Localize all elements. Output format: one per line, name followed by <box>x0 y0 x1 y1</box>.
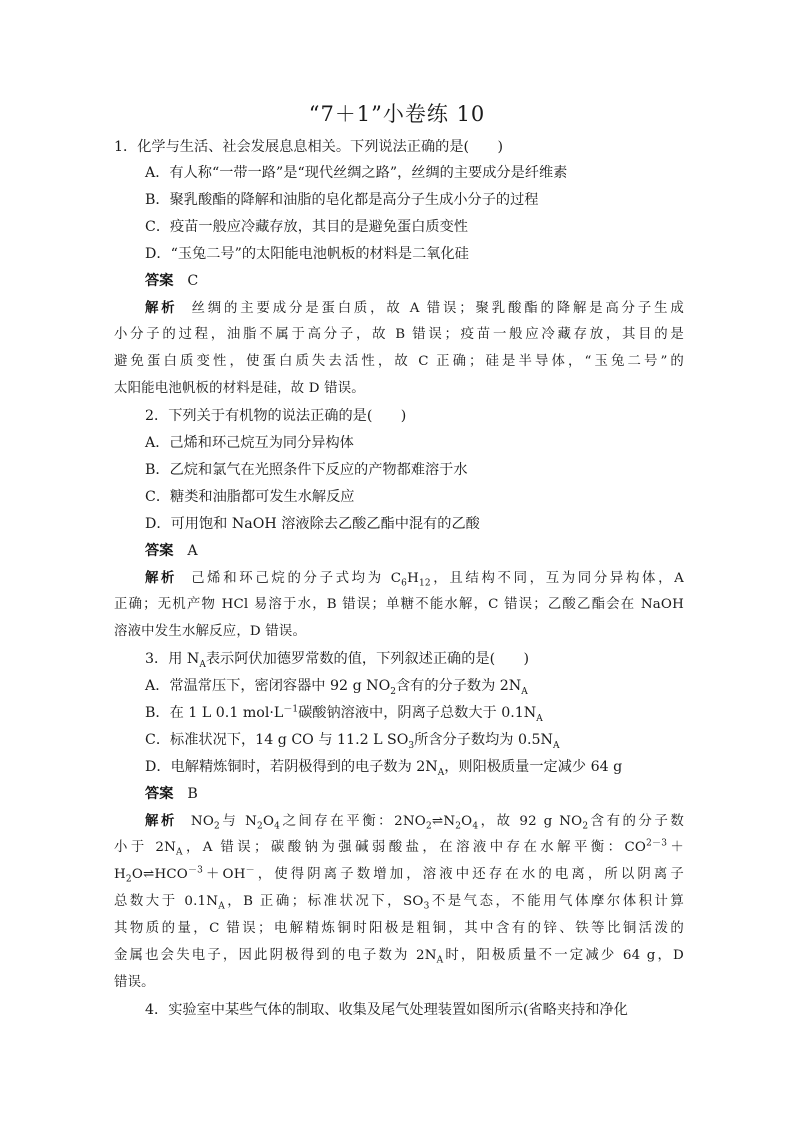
q2-explanation-line: 解析 己烯和环己烷的分子式均为 $C_6H_{12}$，且结构不同，互为同分异构体，A <box>145 570 684 589</box>
q3-explanation-line: 解析 $NO_2$与 $N_2O_4$之间存在平衡：$2NO_2\rightleftharpoons N_2O_4$，故 92 g $NO_2$含有的分子数 <box>145 813 685 832</box>
q2-option-a: A．己烯和环己烷互为同分异构体 <box>145 435 354 451</box>
q3-explanation-line: $H_2O\rightleftharpoons HCO^{-3}+OH^-$，使得阴离子数增加，溶液中还存在水的电离，所以阴离子 <box>114 865 684 885</box>
q1-stem: 1．化学与生活、社会发展息息相关。下列说法正确的是( ) <box>114 139 503 155</box>
q4-stem: 4．实验室中某些气体的制取、收集及尾气处理装置如图所示(省略夹持和净化 <box>145 1002 628 1018</box>
q1-explanation-line: 避免蛋白质变性，使蛋白质失去活性，故 C 正确；硅是半导体，“玉兔二号”的 <box>114 354 684 369</box>
q3-explanation-line: 其物质的量，C 错误；电解精炼铜时阳极是粗铜，其中含有的锌、铁等比铜活泼的 <box>114 921 684 936</box>
q1-option-c: C．疫苗一般应冷藏存放，其目的是避免蛋白质变性 <box>145 219 468 235</box>
answer-value: C <box>187 273 199 289</box>
q1-option-b: B．聚乳酸酯的降解和油脂的皂化都是高分子生成小分子的过程 <box>145 192 539 208</box>
q2-option-d: D．可用饱和 NaOH 溶液除去乙酸乙酯中混有的乙酸 <box>145 516 480 532</box>
answer-label: 答案 <box>145 273 174 289</box>
answer-label: 答案 <box>145 786 174 802</box>
equilibrium-arrow-icon: ⇌ <box>431 814 444 829</box>
q1-explanation-line: 小分子的过程，油脂不属于高分子，故 B 错误；疫苗一般应冷藏存放，其目的是 <box>114 327 684 342</box>
q2-answer <box>145 542 715 560</box>
q2-option-b: B．乙烷和氯气在光照条件下反应的产物都难溶于水 <box>145 462 468 478</box>
equilibrium-arrow-icon: ⇌ <box>143 867 155 882</box>
q1-option-a: A．有人称“一带一路”是“现代丝绸之路”，丝绸的主要成分是纤维素 <box>145 165 568 181</box>
q3-option-b: B．在 1 L 0.1 $mol\cdot L^{-1}$碳酸钠溶液中，阴离子总数大于 $0.1N_A$ <box>145 704 543 724</box>
q1-explanation-line: 太阳能电池帆板的材料是硅，故 D 错误。 <box>114 381 365 396</box>
q3-option-a: A．常温常压下，密闭容器中 92 g $NO_2$含有的分子数为 $2N_A$ <box>145 678 528 697</box>
answer-value: B <box>187 786 198 802</box>
q3-option-d: D．电解精炼铜时，若阴极得到的电子数为 $2N_A$，则阳极质量一定减少 64 g <box>145 759 623 778</box>
q3-explanation-line: 小于 $2N_A$，A 错误；碳酸钠为强碱弱酸盐，在溶液中存在水解平衡：$CO^{2-3}+$ <box>114 838 684 858</box>
q2-stem: 2．下列关于有机物的说法正确的是( ) <box>145 408 407 424</box>
q1-explanation-line: 解析 丝绸的主要成分是蛋白质，故 A 错误；聚乳酸酯的降解是高分子生成 <box>145 300 684 316</box>
q3-explanation-line: 错误。 <box>114 975 155 990</box>
q2-option-c: C．糖类和油脂都可发生水解反应 <box>145 489 355 505</box>
q1-answer <box>145 272 715 290</box>
q3-explanation-line: 金属也会失电子，因此阴极得到的电子数为 $2N_A$时，阳极质量不一定减少 64 g，D <box>114 948 684 966</box>
explanation-label: 解析 <box>145 300 178 316</box>
answer-label: 答案 <box>145 543 174 559</box>
q3-answer <box>145 785 715 803</box>
q2-explanation-line: 正确；无机产物 HCl 易溶于水，B 错误；单糖不能水解，C 错误；乙酸乙酯会在 NaOH <box>114 597 684 612</box>
q2-explanation-line: 溶液中发生水解反应，D 错误。 <box>114 624 307 639</box>
q3-stem: 3．用 $N_A$表示阿伏加德罗常数的值，下列叙述正确的是( ) <box>145 651 530 670</box>
answer-value: A <box>187 543 198 559</box>
q3-option-c: C．标准状况下，14 g CO 与 11.2 L $SO_3$所含分子数均为 $0.5N_A$ <box>145 732 560 751</box>
explanation-label: 解析 <box>145 570 178 586</box>
page-title: “7＋1”小卷练 10 <box>308 102 486 126</box>
explanation-label: 解析 <box>145 813 177 829</box>
q3-explanation-line: 总数大于 $0.1N_A$，B 正确；标准状况下，$SO_3$不是气态，不能用气体摩尔体积计算 <box>114 894 684 912</box>
q1-option-d: D．“玉兔二号”的太阳能电池帆板的材料是二氧化硅 <box>145 246 469 262</box>
